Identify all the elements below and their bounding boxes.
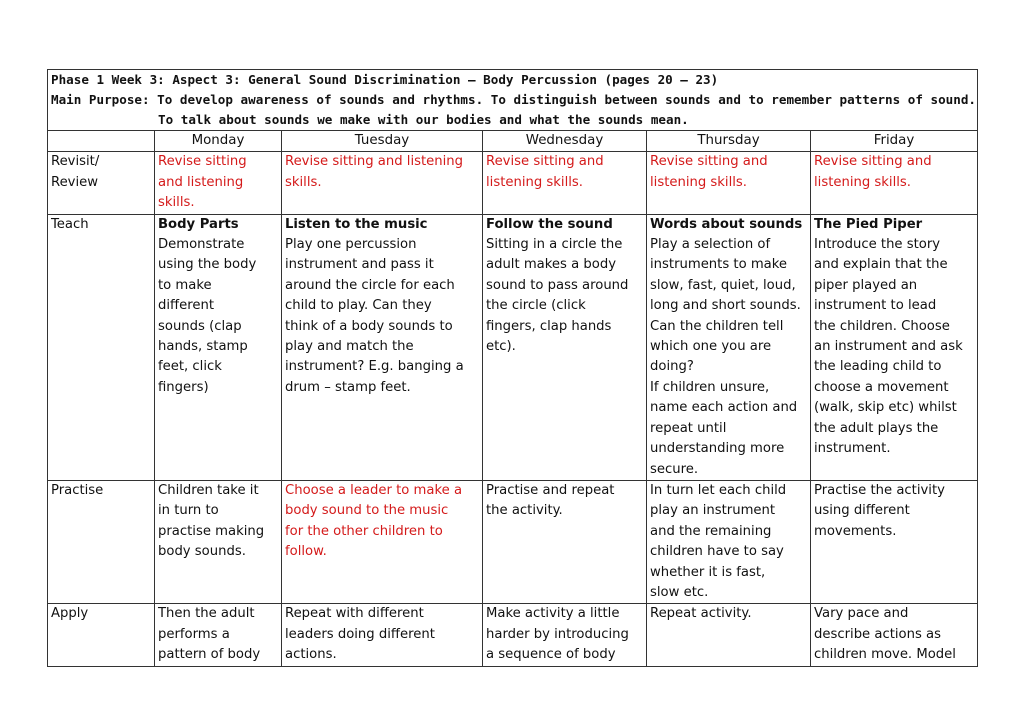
cell-text-line: Can the children tell — [650, 318, 784, 334]
cell-text-line: Sitting in a circle the — [486, 237, 623, 253]
cell-text-line: understanding more — [650, 441, 785, 457]
cell-text-line: the activity. — [486, 503, 563, 519]
activity-title: The Pied Piper — [814, 216, 923, 232]
cell-text-line: the children. Choose — [814, 318, 950, 334]
cell-text-line: to make — [158, 277, 212, 293]
row-label-revisit-review — [48, 152, 155, 214]
main-purpose-continued: To talk about sounds we make with our bodies and what the sounds mean. — [158, 112, 689, 127]
cell-text-line: play an instrument — [650, 503, 776, 519]
cell-text-line: listening skills. — [814, 174, 911, 190]
cell-text-line: follow. — [285, 544, 327, 560]
cell-text-line: Revise sitting — [158, 154, 247, 170]
cell-text-line: sound to pass around — [486, 277, 629, 293]
cell-teach-thursday — [647, 214, 811, 480]
cell-text-line: performs a — [158, 626, 230, 642]
cell-text-line: harder by introducing — [486, 626, 629, 642]
cell-text-line: sounds (clap — [158, 318, 242, 334]
cell-text-line: Children take it — [158, 482, 259, 498]
cell-text-line: using different — [814, 503, 910, 519]
cell-apply-thursday — [647, 604, 811, 666]
day-header-monday: Monday — [155, 131, 282, 152]
cell-text-line: body sound to the music — [285, 503, 449, 519]
day-header-friday: Friday — [811, 131, 978, 152]
cell-teach-monday — [155, 214, 282, 480]
cell-teach-friday — [811, 214, 978, 480]
row-label-apply — [48, 604, 155, 666]
cell-text-line: listening skills. — [650, 174, 747, 190]
activity-title: Follow the sound — [486, 216, 613, 232]
cell-practise-thursday — [647, 480, 811, 603]
activity-title: Listen to the music — [285, 216, 428, 232]
cell-practise-monday — [155, 480, 282, 603]
cell-text-line: Revise sitting and — [486, 154, 604, 170]
cell-text-line: (walk, skip etc) whilst — [814, 400, 957, 416]
cell-text-line: describe actions as — [814, 626, 941, 642]
cell-text-line: practise making — [158, 523, 265, 539]
cell-text-line: Play a selection of — [650, 237, 771, 253]
cell-text-line: drum – stamp feet. — [285, 379, 411, 395]
cell-text-line: secure. — [650, 461, 699, 477]
cell-text-line: hands, stamp — [158, 339, 248, 355]
cell-text-line: adult makes a body — [486, 257, 616, 273]
cell-text-line: Then the adult — [158, 606, 255, 622]
row-label-teach — [48, 214, 155, 480]
cell-text-line: Introduce the story — [814, 237, 941, 253]
cell-text-line: slow, fast, quiet, loud, — [650, 277, 796, 293]
cell-text-line: skills. — [158, 195, 195, 211]
cell-text-line: for the other children to — [285, 523, 443, 539]
cell-text-line: and the remaining — [650, 523, 772, 539]
cell-text-line: body sounds. — [158, 544, 246, 560]
cell-text-line: actions. — [285, 647, 337, 663]
cell-text-line: skills. — [285, 174, 322, 190]
cell-text-line: instrument to lead — [814, 298, 937, 314]
lesson-rows — [48, 152, 978, 666]
cell-text-line: the leading child to — [814, 359, 942, 375]
cell-text-line: and listening — [158, 174, 244, 190]
main-purpose: Main Purpose: To develop awareness of sounds and rhythms. To distinguish between sounds and to remember patterns of sound. — [51, 92, 977, 107]
cell-text-line: a sequence of body — [486, 647, 616, 663]
days-corner-cell — [48, 131, 155, 152]
cell-revisit-review-friday — [811, 152, 978, 214]
day-header-thursday: Thursday — [647, 131, 811, 152]
cell-text-line: using the body — [158, 257, 257, 273]
cell-text-line: which one you are — [650, 339, 772, 355]
cell-text-line: piper played an — [814, 277, 918, 293]
cell-text-line: Revise sitting and — [814, 154, 932, 170]
cell-text-line: Demonstrate — [158, 237, 245, 253]
cell-text-line: long and short sounds. — [650, 298, 801, 314]
cell-text-line: in turn to — [158, 503, 219, 519]
cell-teach-tuesday — [282, 214, 483, 480]
planning-table-container — [47, 69, 977, 667]
cell-text-line: etc). — [486, 339, 516, 355]
cell-practise-tuesday — [282, 480, 483, 603]
row-practise — [48, 480, 978, 603]
header-row — [48, 70, 978, 131]
cell-text-line: movements. — [814, 523, 897, 539]
cell-text-line: If children unsure, — [650, 379, 770, 395]
cell-text-line: Play one percussion — [285, 237, 417, 253]
cell-text-line: the adult plays the — [814, 420, 939, 436]
cell-text-line: choose a movement — [814, 379, 949, 395]
row-apply — [48, 604, 978, 666]
activity-title: Words about sounds — [650, 216, 803, 232]
row-label-line: Revisit/ — [51, 154, 100, 170]
cell-text-line: feet, click — [158, 359, 222, 375]
row-teach — [48, 214, 978, 480]
cell-text-line: Repeat activity. — [650, 606, 752, 622]
cell-apply-tuesday — [282, 604, 483, 666]
cell-text-line: Vary pace and — [814, 606, 909, 622]
cell-revisit-review-monday — [155, 152, 282, 214]
cell-text-line: child to play. Can they — [285, 298, 432, 314]
cell-text-line: Choose a leader to make a — [285, 482, 463, 498]
days-row — [48, 131, 978, 152]
cell-text-line: Practise the activity — [814, 482, 945, 498]
cell-text-line: Make activity a little — [486, 606, 620, 622]
cell-text-line: think of a body sounds to — [285, 318, 453, 334]
cell-teach-wednesday — [483, 214, 647, 480]
cell-text-line: Repeat with different — [285, 606, 424, 622]
cell-text-line: name each action and — [650, 400, 798, 416]
cell-text-line: Revise sitting and — [650, 154, 768, 170]
row-revisit-review — [48, 152, 978, 214]
cell-text-line: instrument and pass it — [285, 257, 434, 273]
cell-text-line: around the circle for each — [285, 277, 455, 293]
cell-text-line: Revise sitting and listening — [285, 154, 464, 170]
plan-header — [48, 70, 978, 131]
cell-revisit-review-thursday — [647, 152, 811, 214]
cell-text-line: slow etc. — [650, 584, 709, 600]
cell-text-line: Practise and repeat — [486, 482, 615, 498]
plan-title: Phase 1 Week 3: Aspect 3: General Sound Discrimination – Body Percussion (pages 20 – 23) — [51, 72, 719, 87]
cell-text-line: different — [158, 298, 215, 314]
cell-apply-monday — [155, 604, 282, 666]
cell-text-line: fingers) — [158, 379, 209, 395]
cell-text-line: instrument? E.g. banging a — [285, 359, 464, 375]
day-header-tuesday: Tuesday — [282, 131, 483, 152]
cell-text-line: leaders doing different — [285, 626, 435, 642]
activity-title: Body Parts — [158, 216, 239, 232]
cell-text-line: doing? — [650, 359, 694, 375]
cell-revisit-review-tuesday — [282, 152, 483, 214]
cell-text-line: whether it is fast, — [650, 564, 766, 580]
day-header-wednesday: Wednesday — [483, 131, 647, 152]
row-label-line: Practise — [51, 482, 104, 498]
cell-text-line: In turn let each child — [650, 482, 787, 498]
cell-apply-friday — [811, 604, 978, 666]
cell-text-line: play and match the — [285, 339, 414, 355]
cell-text-line: and explain that the — [814, 257, 948, 273]
cell-practise-wednesday — [483, 480, 647, 603]
cell-text-line: instrument. — [814, 441, 891, 457]
cell-text-line: instruments to make — [650, 257, 788, 273]
row-label-practise — [48, 480, 155, 603]
cell-apply-wednesday — [483, 604, 647, 666]
cell-text-line: the circle (click — [486, 298, 586, 314]
cell-text-line: pattern of body — [158, 647, 261, 663]
cell-text-line: children have to say — [650, 544, 784, 560]
cell-practise-friday — [811, 480, 978, 603]
row-label-line: Teach — [51, 216, 89, 232]
cell-text-line: repeat until — [650, 420, 727, 436]
cell-text-line: fingers, clap hands — [486, 318, 612, 334]
row-label-line: Apply — [51, 606, 89, 622]
row-label-line: Review — [51, 174, 99, 190]
lesson-plan-table — [47, 69, 978, 667]
cell-text-line: an instrument and ask — [814, 339, 963, 355]
cell-text-line: listening skills. — [486, 174, 583, 190]
cell-revisit-review-wednesday — [483, 152, 647, 214]
cell-text-line: children move. Model — [814, 647, 956, 663]
